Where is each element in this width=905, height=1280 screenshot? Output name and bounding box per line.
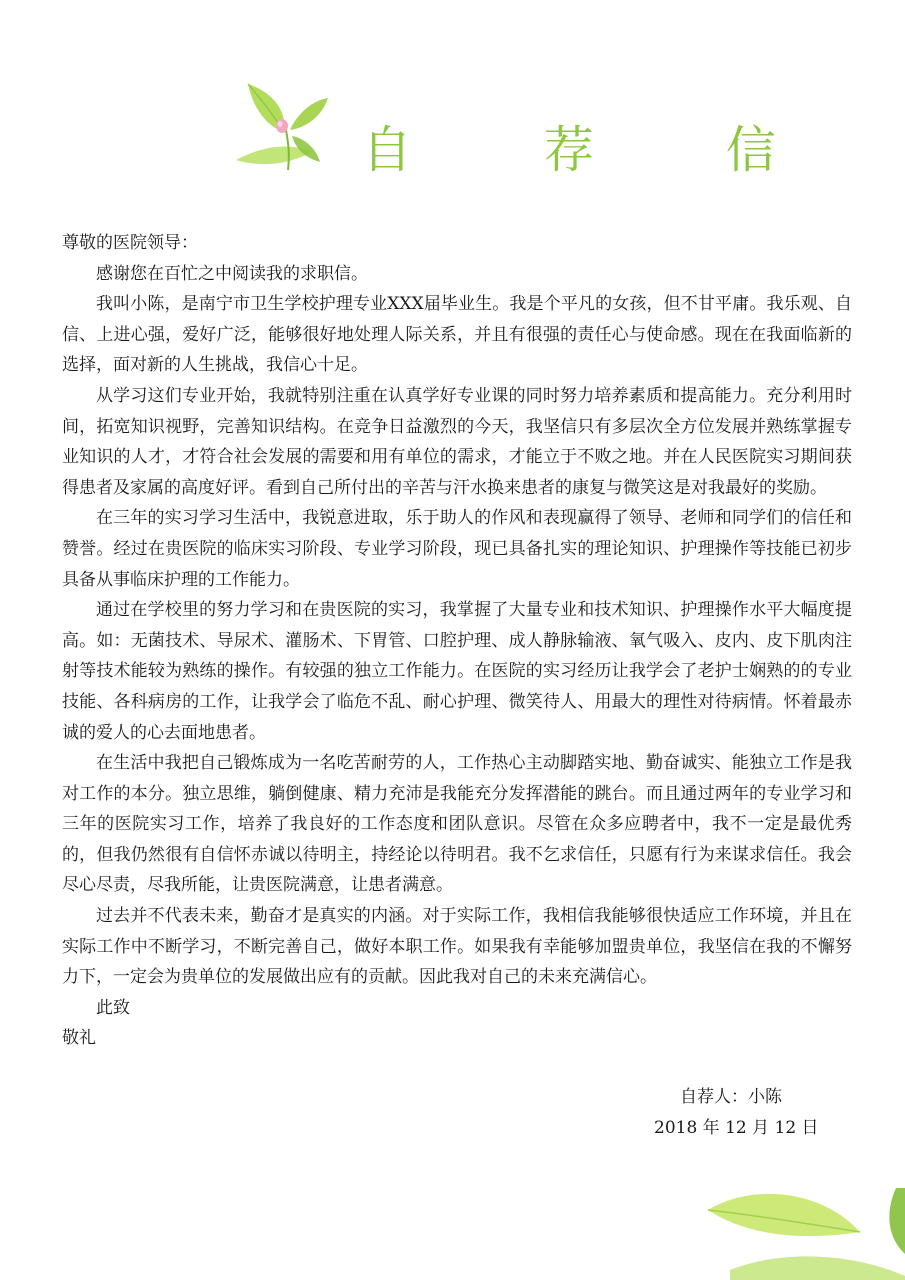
regards: 敬礼 <box>62 1028 96 1049</box>
leaf-sprout-icon <box>232 80 342 180</box>
paragraph: 通过在学校里的努力学习和在贵医院的实习，我掌握了大量专业和技术知识、护理操作水平大幅度提高。如：无菌技术、导尿术、灌肠术、下胃管、口腔护理、成人静脉输液、氧气吸入、皮内、皮下肌肉注射等技术能较为熟练的操作。有较强的独立工作能力。在医院的实习经历让我学会了老护士娴熟的的专业技能、各科病房的工作，让我学会了临危不乱、耐心护理、微笑待人、用最大的理性对待病情。怀着最赤诚的爱人的心去面地患者。 <box>62 600 852 743</box>
letter-body <box>62 228 852 1054</box>
signature-date: 2018 年 12 月 12 日 <box>654 1118 819 1138</box>
letter-header <box>0 80 905 190</box>
paragraph: 过去并不代表未来，勤奋才是真实的内涵。对于实际工作，我相信我能够很快适应工作环境，并且在实际工作中不断学习，不断完善自己，做好本职工作。如果我有幸能够加盟贵单位，我坚信在我的不懈努力下，一定会为贵单位的发展做出应有的贡献。因此我对自己的未来充满信心。 <box>62 906 852 988</box>
paragraph: 在生活中我把自己锻炼成为一名吃苦耐劳的人，工作热心主动脚踏实地、勤奋诚实、能独立工作是我对工作的本分。独立思维，躺倒健康、精力充沛是我能充分发挥潜能的跳台。而且通过两年的专业学习和三年的医院实习工作，培养了我良好的工作态度和团队意识。尽管在众多应聘者中，我不一定是最优秀的，但我仍然很有自信怀赤诚以待明主，持经论以待明君。我不乞求信任，只愿有行为来谋求信任。我会尽心尽责，尽我所能，让贵医院满意，让患者满意。 <box>62 753 852 896</box>
page-title: 自 荐 信 <box>362 121 834 179</box>
signature-name: 自荐人：小陈 <box>680 1087 782 1107</box>
leaf-decoration-icon <box>700 1180 905 1280</box>
paragraph: 我叫小陈，是南宁市卫生学校护理专业XXX届毕业生。我是个平凡的女孩，但不甘平庸。我乐观、自信、上进心强，爱好广泛，能够很好地处理人际关系，并且有很强的责任心与使命感。现在在我面临新的选择，面对新的人生挑战，我信心十足。 <box>62 294 852 376</box>
paragraph: 从学习这们专业开始，我就特别注重在认真学好专业课的同时努力培养素质和提高能力。充分利用时间，拓宽知识视野，完善知识结构。在竞争日益激烈的今天，我坚信只有多层次全方位发展并熟练掌握专业知识的人才，才符合社会发展的需要和用有单位的需求，才能立于不败之地。并在人民医院实习期间获得患者及家属的高度好评。看到自己所付出的辛苦与汗水换来患者的康复与微笑这是对我最好的奖励。 <box>62 385 852 498</box>
salutation: 尊敬的医院领导： <box>62 233 198 253</box>
closing: 此致 <box>96 997 130 1018</box>
paragraph: 感谢您在百忙之中阅读我的求职信。 <box>96 263 368 284</box>
paragraph: 在三年的实习学习生活中，我锐意进取，乐于助人的作风和表现赢得了领导、老师和同学们的信任和赞誉。经过在贵医院的临床实习阶段、专业学习阶段，现已具备扎实的理论知识、护理操作等技能已初步具备从事临床护理的工作能力。 <box>62 508 852 590</box>
